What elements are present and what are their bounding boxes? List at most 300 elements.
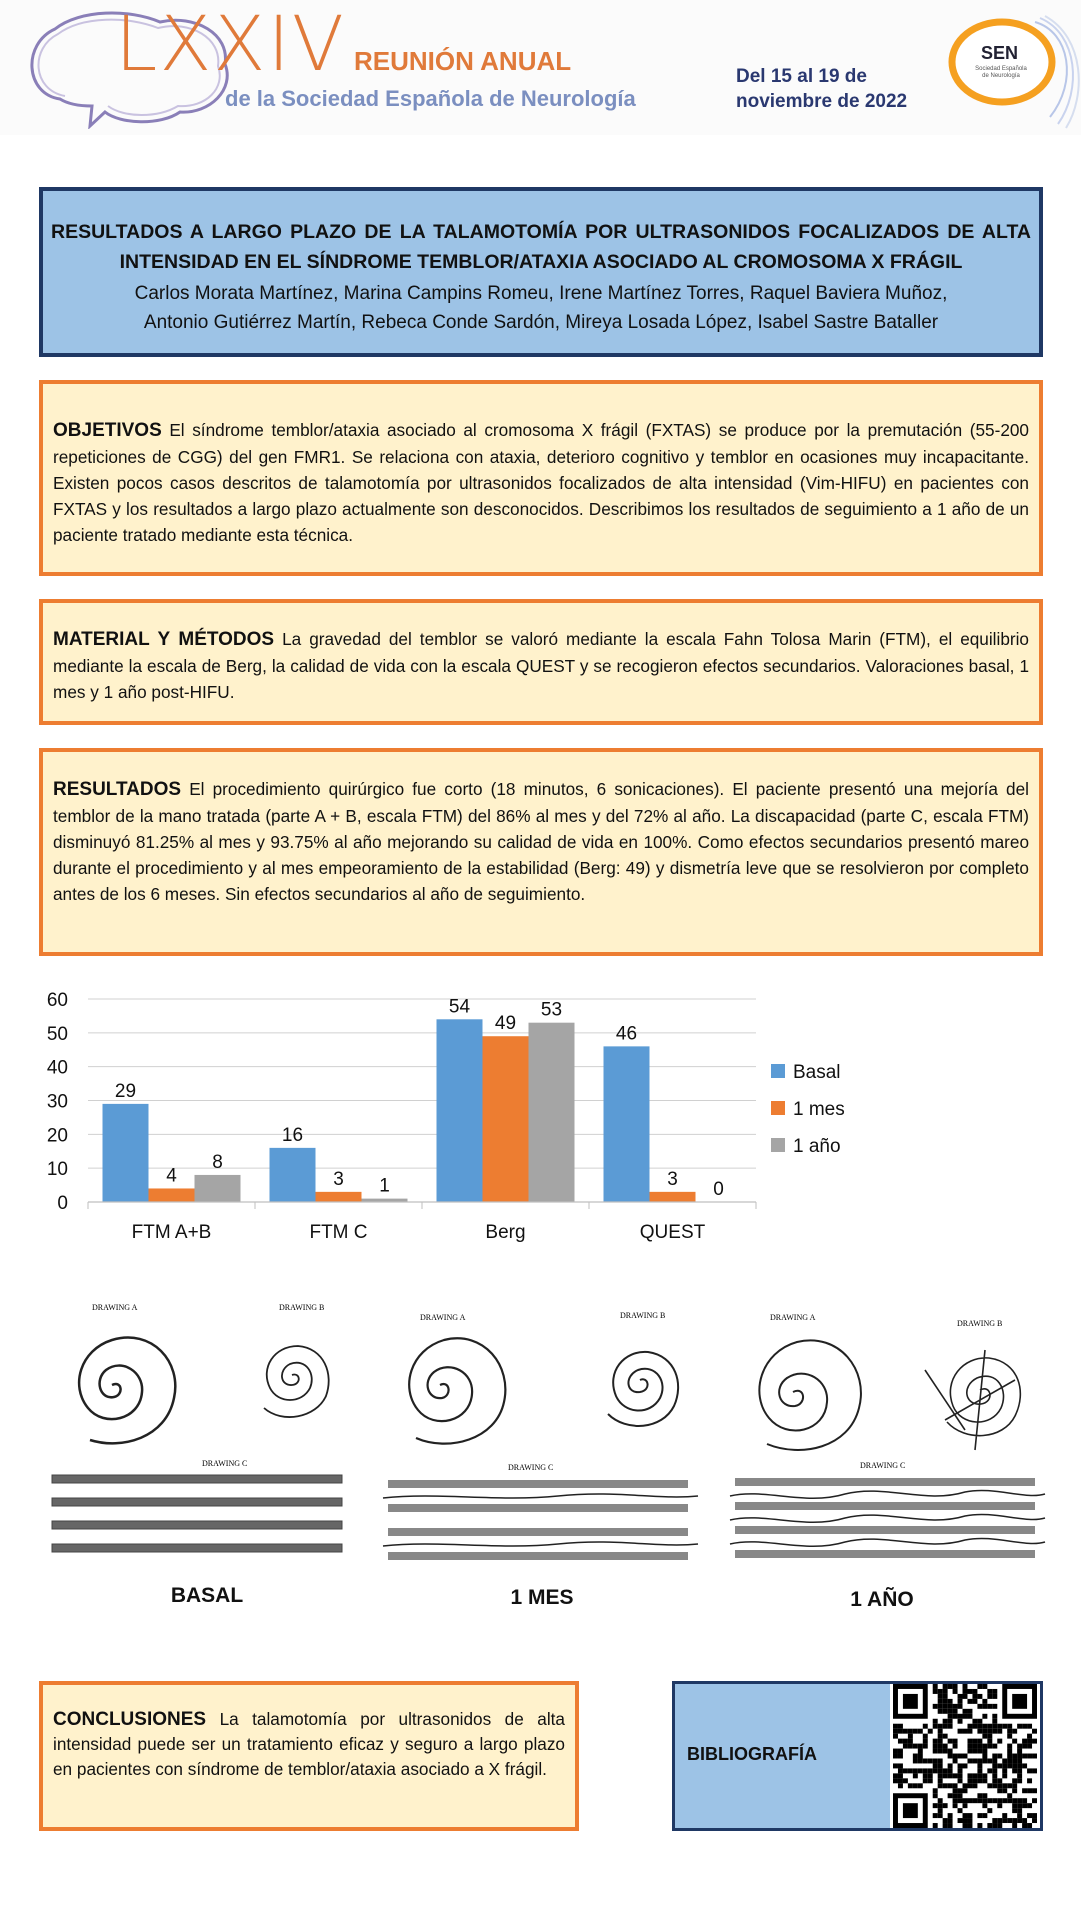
qr-module bbox=[992, 1714, 997, 1719]
qr-module bbox=[992, 1744, 997, 1749]
qr-module bbox=[977, 1694, 982, 1699]
spiral-b-1mes bbox=[608, 1352, 678, 1426]
qr-module bbox=[1007, 1783, 1012, 1788]
qr-module bbox=[953, 1739, 958, 1744]
qr-module bbox=[898, 1773, 903, 1778]
qr-module bbox=[972, 1798, 977, 1803]
spiral-b-1anio bbox=[925, 1350, 1020, 1450]
qr-module bbox=[982, 1699, 987, 1704]
qr-module bbox=[1022, 1754, 1027, 1759]
bar bbox=[149, 1188, 195, 1202]
qr-module bbox=[972, 1783, 977, 1788]
y-tick-label: 50 bbox=[46, 1023, 68, 1045]
qr-module bbox=[1012, 1783, 1017, 1788]
qr-module bbox=[982, 1714, 987, 1719]
qr-module bbox=[938, 1734, 943, 1739]
qr-module bbox=[1007, 1754, 1012, 1759]
qr-module bbox=[1002, 1763, 1007, 1768]
qr-module bbox=[958, 1729, 963, 1734]
qr-module bbox=[1017, 1773, 1022, 1778]
poster-title: RESULTADOS A LARGO PLAZO DE LA TALAMOTOMÍA POR ULTRASONIDOS FOCALIZADOS DE ALTA INTENSIDAD EN EL SÍNDROME TEMBLOR/ATAXIA ASOCIADO AL CROMOSOMA X FRÁGIL bbox=[51, 221, 1031, 273]
qr-module bbox=[898, 1749, 903, 1754]
lines-c-1anio bbox=[730, 1478, 1045, 1558]
data-label: 46 bbox=[615, 1023, 638, 1045]
qr-module bbox=[1022, 1798, 1027, 1803]
qr-module bbox=[1022, 1763, 1027, 1768]
qr-module bbox=[992, 1694, 997, 1699]
qr-module bbox=[1012, 1739, 1017, 1744]
qr-module bbox=[933, 1739, 938, 1744]
qr-module bbox=[972, 1778, 977, 1783]
qr-module bbox=[1007, 1749, 1012, 1754]
qr-module bbox=[1002, 1758, 1007, 1763]
bar bbox=[529, 1023, 575, 1202]
qr-module bbox=[913, 1754, 918, 1759]
sen-logo-subtitle: Sociedad Española de Neurología bbox=[975, 66, 1027, 79]
qr-module bbox=[1002, 1724, 1007, 1729]
qr-module bbox=[992, 1724, 997, 1729]
data-label: 3 bbox=[333, 1168, 344, 1190]
qr-module bbox=[972, 1724, 977, 1729]
data-label: 49 bbox=[494, 1013, 517, 1035]
qr-module bbox=[923, 1768, 928, 1773]
qr-module bbox=[933, 1768, 938, 1773]
qr-module bbox=[938, 1699, 943, 1704]
qr-module bbox=[1012, 1803, 1017, 1808]
qr-module bbox=[1012, 1729, 1017, 1734]
drawing-b-label-basal: DRAWING B bbox=[279, 1303, 325, 1312]
qr-module bbox=[913, 1773, 918, 1778]
legend-label: 1 año bbox=[793, 1136, 841, 1157]
qr-module bbox=[943, 1823, 948, 1828]
qr-module bbox=[1017, 1763, 1022, 1768]
qr-module bbox=[1002, 1813, 1007, 1818]
qr-module bbox=[958, 1754, 963, 1759]
qr-module bbox=[948, 1704, 953, 1709]
qr-module bbox=[958, 1788, 963, 1793]
qr-module bbox=[1032, 1754, 1037, 1759]
qr-module bbox=[982, 1778, 987, 1783]
qr-module bbox=[987, 1739, 992, 1744]
qr-module bbox=[1027, 1768, 1032, 1773]
qr-module bbox=[898, 1768, 903, 1773]
qr-module bbox=[1022, 1803, 1027, 1808]
qr-module bbox=[953, 1803, 958, 1808]
qr-module bbox=[987, 1808, 992, 1813]
authors-line-2: Antonio Gutiérrez Martín, Rebeca Conde Sardón, Mireya Losada López, Isabel Sastre Bataller bbox=[143, 312, 939, 333]
qr-module bbox=[938, 1758, 943, 1763]
qr-module bbox=[898, 1778, 903, 1783]
bar bbox=[316, 1192, 362, 1202]
qr-module bbox=[982, 1813, 987, 1818]
qr-module bbox=[1007, 1793, 1012, 1798]
qr-module bbox=[1017, 1758, 1022, 1763]
qr-module bbox=[913, 1783, 918, 1788]
qr-module bbox=[977, 1729, 982, 1734]
qr-module bbox=[953, 1744, 958, 1749]
qr-module bbox=[893, 1724, 898, 1729]
qr-module bbox=[943, 1783, 948, 1788]
data-label: 54 bbox=[448, 996, 471, 1018]
qr-module bbox=[987, 1798, 992, 1803]
qr-module bbox=[948, 1783, 953, 1788]
qr-module bbox=[1002, 1818, 1007, 1823]
drawing-a-label-1mes: DRAWING A bbox=[420, 1313, 466, 1322]
qr-module bbox=[928, 1758, 933, 1763]
qr-module bbox=[982, 1758, 987, 1763]
qr-module bbox=[967, 1709, 972, 1714]
qr-module bbox=[997, 1783, 1002, 1788]
drawing-c-label-1anio: DRAWING C bbox=[860, 1461, 906, 1470]
qr-module bbox=[958, 1808, 963, 1813]
qr-module bbox=[938, 1778, 943, 1783]
qr-module bbox=[923, 1744, 928, 1749]
conclusiones-text: La talamotomía por ultrasonidos de alta intensidad puede ser un tratamiento eficaz y seguro a largo plazo en pacientes con síndrome de temblor/ataxia asociado a X frágil. bbox=[53, 1709, 565, 1779]
qr-module bbox=[933, 1684, 938, 1689]
qr-module bbox=[1002, 1798, 1007, 1803]
label-basal: BASAL bbox=[170, 1584, 244, 1607]
qr-module bbox=[963, 1694, 968, 1699]
qr-module bbox=[992, 1704, 997, 1709]
drawing-a-label-basal: DRAWING A bbox=[92, 1303, 138, 1312]
qr-module bbox=[1027, 1744, 1032, 1749]
qr-module bbox=[938, 1808, 943, 1813]
qr-module bbox=[977, 1798, 982, 1803]
qr-module bbox=[977, 1724, 982, 1729]
qr-module bbox=[943, 1694, 948, 1699]
qr-module bbox=[958, 1694, 963, 1699]
qr-module bbox=[943, 1773, 948, 1778]
y-tick-label: 60 bbox=[46, 990, 68, 1011]
qr-module bbox=[948, 1763, 953, 1768]
authors-line-1: Carlos Morata Martínez, Marina Campins Romeu, Irene Martínez Torres, Raquel Baviera Muñoz, bbox=[134, 283, 948, 304]
qr-module bbox=[1027, 1739, 1032, 1744]
qr-module bbox=[953, 1793, 958, 1798]
qr-module bbox=[918, 1768, 923, 1773]
meeting-dates bbox=[736, 64, 907, 114]
qr-module bbox=[963, 1788, 968, 1793]
qr-module bbox=[943, 1709, 948, 1714]
qr-code[interactable] bbox=[890, 1684, 1040, 1828]
title-panel bbox=[39, 187, 1043, 357]
dates-line-2: noviembre de 2022 bbox=[736, 91, 908, 112]
qr-module bbox=[933, 1813, 938, 1818]
qr-module bbox=[908, 1739, 913, 1744]
qr-module bbox=[987, 1783, 992, 1788]
label-1-mes: 1 MES bbox=[510, 1586, 574, 1609]
qr-module bbox=[938, 1768, 943, 1773]
qr-module bbox=[1012, 1798, 1017, 1803]
qr-module bbox=[928, 1768, 933, 1773]
qr-module bbox=[948, 1699, 953, 1704]
qr-module bbox=[967, 1724, 972, 1729]
drawings-1anio bbox=[725, 1310, 1050, 1575]
qr-module bbox=[963, 1823, 968, 1828]
data-label: 4 bbox=[166, 1165, 177, 1187]
qr-module bbox=[1017, 1798, 1022, 1803]
resultados-text: El procedimiento quirúrgico fue corto (18 minutos, 6 sonicaciones). El paciente presentó una mejoría del temblor de la mano tratada (parte A + B, escala FTM) del 86% al mes y del 72% al año. La discapacidad (parte C, escala FTM) disminuyó 81.25% al mes y 93.75% al año mejorando su calidad de vida en 100%. Como efectos secundarios presentó mareo durante el procedimiento y al mes empeoramiento de la estabilidad (Berg: 49) y dismetría leve que se resolvieron por completo antes de los 6 meses. Sin efectos secundarios al año de seguimiento. bbox=[53, 779, 1029, 904]
qr-module bbox=[987, 1729, 992, 1734]
qr-module bbox=[953, 1783, 958, 1788]
qr-module bbox=[972, 1773, 977, 1778]
qr-module bbox=[918, 1754, 923, 1759]
metodos-heading: MATERIAL Y MÉTODOS bbox=[53, 629, 275, 650]
qr-module bbox=[958, 1793, 963, 1798]
qr-module bbox=[1032, 1729, 1037, 1734]
qr-module bbox=[938, 1763, 943, 1768]
qr-module bbox=[943, 1768, 948, 1773]
spiral-a-1mes bbox=[409, 1338, 505, 1443]
objetivos-paragraph bbox=[53, 417, 1029, 548]
qr-module bbox=[943, 1818, 948, 1823]
qr-module bbox=[997, 1739, 1002, 1744]
qr-module bbox=[943, 1719, 948, 1724]
qr-module bbox=[967, 1798, 972, 1803]
qr-module bbox=[987, 1704, 992, 1709]
qr-module bbox=[893, 1763, 898, 1768]
qr-module bbox=[933, 1724, 938, 1729]
qr-module bbox=[938, 1729, 943, 1734]
qr-module bbox=[948, 1773, 953, 1778]
qr-module bbox=[953, 1754, 958, 1759]
qr-module bbox=[1022, 1744, 1027, 1749]
bar bbox=[650, 1192, 696, 1202]
drawing-c-label-1mes: DRAWING C bbox=[508, 1463, 554, 1472]
qr-module bbox=[933, 1823, 938, 1828]
bar bbox=[437, 1019, 483, 1202]
qr-module bbox=[958, 1714, 963, 1719]
qr-module bbox=[992, 1773, 997, 1778]
qr-module bbox=[893, 1754, 898, 1759]
qr-module bbox=[938, 1739, 943, 1744]
qr-module bbox=[997, 1803, 1002, 1808]
conclusiones-panel bbox=[39, 1681, 579, 1831]
qr-module bbox=[987, 1724, 992, 1729]
qr-module bbox=[948, 1793, 953, 1798]
drawings-1mes bbox=[378, 1310, 708, 1575]
qr-module bbox=[967, 1689, 972, 1694]
qr-module bbox=[943, 1734, 948, 1739]
qr-module bbox=[948, 1749, 953, 1754]
bar bbox=[195, 1175, 241, 1202]
qr-module bbox=[958, 1778, 963, 1783]
qr-module bbox=[982, 1724, 987, 1729]
qr-module bbox=[1017, 1818, 1022, 1823]
society-name: de la Sociedad Española de Neurología bbox=[225, 86, 636, 111]
qr-module bbox=[992, 1729, 997, 1734]
data-label: 29 bbox=[114, 1080, 137, 1102]
qr-module bbox=[977, 1793, 982, 1798]
qr-module bbox=[953, 1714, 958, 1719]
qr-module bbox=[977, 1758, 982, 1763]
qr-module bbox=[918, 1749, 923, 1754]
qr-module bbox=[967, 1714, 972, 1719]
qr-module bbox=[908, 1768, 913, 1773]
objetivos-heading: OBJETIVOS bbox=[53, 420, 162, 441]
category-label: FTM C bbox=[309, 1222, 368, 1243]
bibliografia-label: BIBLIOGRAFÍA bbox=[687, 1744, 817, 1764]
qr-module bbox=[977, 1684, 982, 1689]
qr-module bbox=[953, 1773, 958, 1778]
qr-module bbox=[953, 1758, 958, 1763]
data-label: 3 bbox=[667, 1168, 678, 1190]
qr-module bbox=[1032, 1798, 1037, 1803]
qr-module bbox=[977, 1739, 982, 1744]
qr-module bbox=[982, 1798, 987, 1803]
qr-module bbox=[1002, 1773, 1007, 1778]
bar bbox=[270, 1148, 316, 1202]
qr-module bbox=[997, 1798, 1002, 1803]
qr-module bbox=[997, 1724, 1002, 1729]
qr-module bbox=[967, 1699, 972, 1704]
qr-module bbox=[997, 1778, 1002, 1783]
qr-finder-pattern bbox=[903, 1694, 918, 1709]
qr-module bbox=[943, 1724, 948, 1729]
qr-module bbox=[958, 1719, 963, 1724]
drawing-c-label-basal: DRAWING C bbox=[202, 1459, 248, 1468]
qr-module bbox=[1012, 1808, 1017, 1813]
qr-module bbox=[898, 1724, 903, 1729]
qr-module bbox=[1007, 1798, 1012, 1803]
qr-module bbox=[893, 1778, 898, 1783]
qr-module bbox=[908, 1783, 913, 1788]
qr-module bbox=[992, 1778, 997, 1783]
qr-module bbox=[943, 1803, 948, 1808]
qr-module bbox=[967, 1749, 972, 1754]
qr-module bbox=[1022, 1823, 1027, 1828]
qr-module bbox=[963, 1709, 968, 1714]
qr-module bbox=[1007, 1734, 1012, 1739]
qr-module bbox=[923, 1739, 928, 1744]
qr-module bbox=[1017, 1754, 1022, 1759]
qr-module bbox=[982, 1734, 987, 1739]
qr-module bbox=[967, 1729, 972, 1734]
sen-logo-text: SEN bbox=[981, 43, 1019, 63]
qr-module bbox=[1007, 1758, 1012, 1763]
qr-module bbox=[938, 1783, 943, 1788]
qr-module bbox=[948, 1818, 953, 1823]
qr-module bbox=[958, 1768, 963, 1773]
bibliografia-panel bbox=[672, 1681, 1043, 1831]
qr-module bbox=[997, 1763, 1002, 1768]
qr-module bbox=[943, 1699, 948, 1704]
qr-module bbox=[938, 1744, 943, 1749]
qr-module bbox=[997, 1729, 1002, 1734]
qr-module bbox=[1007, 1729, 1012, 1734]
qr-module bbox=[963, 1798, 968, 1803]
drawings-basal bbox=[42, 1300, 367, 1570]
qr-module bbox=[933, 1749, 938, 1754]
qr-module bbox=[943, 1704, 948, 1709]
qr-module bbox=[938, 1803, 943, 1808]
qr-module bbox=[1017, 1803, 1022, 1808]
qr-module bbox=[1027, 1734, 1032, 1739]
qr-module bbox=[963, 1714, 968, 1719]
qr-module bbox=[933, 1788, 938, 1793]
qr-module bbox=[933, 1793, 938, 1798]
data-label: 1 bbox=[379, 1175, 390, 1197]
qr-module bbox=[923, 1724, 928, 1729]
legend-swatch bbox=[771, 1064, 785, 1078]
data-label: 8 bbox=[212, 1151, 223, 1173]
qr-module bbox=[982, 1749, 987, 1754]
qr-module bbox=[953, 1788, 958, 1793]
qr-module bbox=[1022, 1724, 1027, 1729]
qr-module bbox=[987, 1768, 992, 1773]
qr-module bbox=[1017, 1813, 1022, 1818]
dates-line-1: Del 15 al 19 de bbox=[736, 66, 867, 87]
qr-module bbox=[1012, 1818, 1017, 1823]
qr-module bbox=[963, 1754, 968, 1759]
qr-module bbox=[933, 1803, 938, 1808]
qr-module bbox=[948, 1754, 953, 1759]
qr-module bbox=[1002, 1783, 1007, 1788]
qr-module bbox=[933, 1758, 938, 1763]
qr-module bbox=[1027, 1813, 1032, 1818]
qr-module bbox=[987, 1694, 992, 1699]
qr-module bbox=[997, 1788, 1002, 1793]
qr-module bbox=[943, 1744, 948, 1749]
qr-module bbox=[913, 1768, 918, 1773]
category-label: FTM A+B bbox=[131, 1222, 212, 1243]
qr-module bbox=[963, 1729, 968, 1734]
qr-module bbox=[943, 1749, 948, 1754]
qr-module bbox=[1027, 1778, 1032, 1783]
qr-module bbox=[948, 1684, 953, 1689]
y-tick-label: 20 bbox=[46, 1125, 68, 1147]
qr-module bbox=[958, 1798, 963, 1803]
qr-module bbox=[963, 1689, 968, 1694]
qr-module bbox=[923, 1778, 928, 1783]
qr-module bbox=[928, 1778, 933, 1783]
qr-module bbox=[903, 1739, 908, 1744]
qr-module bbox=[953, 1704, 958, 1709]
data-label: 0 bbox=[713, 1179, 724, 1200]
qr-finder-pattern bbox=[903, 1803, 918, 1818]
qr-module bbox=[997, 1818, 1002, 1823]
qr-module bbox=[898, 1763, 903, 1768]
qr-module bbox=[997, 1823, 1002, 1828]
qr-module bbox=[982, 1793, 987, 1798]
qr-module bbox=[938, 1724, 943, 1729]
qr-module bbox=[893, 1773, 898, 1778]
qr-module bbox=[967, 1783, 972, 1788]
category-label: Berg bbox=[485, 1222, 526, 1243]
qr-module bbox=[967, 1739, 972, 1744]
qr-module bbox=[1007, 1763, 1012, 1768]
qr-module bbox=[948, 1813, 953, 1818]
qr-module bbox=[948, 1739, 953, 1744]
qr-module bbox=[928, 1773, 933, 1778]
qr-module bbox=[1032, 1818, 1037, 1823]
qr-finder-pattern bbox=[1012, 1694, 1027, 1709]
qr-module bbox=[1017, 1749, 1022, 1754]
qr-module bbox=[982, 1704, 987, 1709]
qr-module bbox=[938, 1749, 943, 1754]
qr-module bbox=[982, 1684, 987, 1689]
qr-module bbox=[992, 1798, 997, 1803]
qr-module bbox=[898, 1729, 903, 1734]
qr-module bbox=[918, 1729, 923, 1734]
qr-module bbox=[898, 1754, 903, 1759]
qr-module bbox=[977, 1744, 982, 1749]
qr-module bbox=[972, 1749, 977, 1754]
qr-module bbox=[977, 1778, 982, 1783]
qr-module bbox=[948, 1709, 953, 1714]
qr-module bbox=[903, 1729, 908, 1734]
metodos-panel bbox=[39, 599, 1043, 725]
qr-module bbox=[948, 1714, 953, 1719]
